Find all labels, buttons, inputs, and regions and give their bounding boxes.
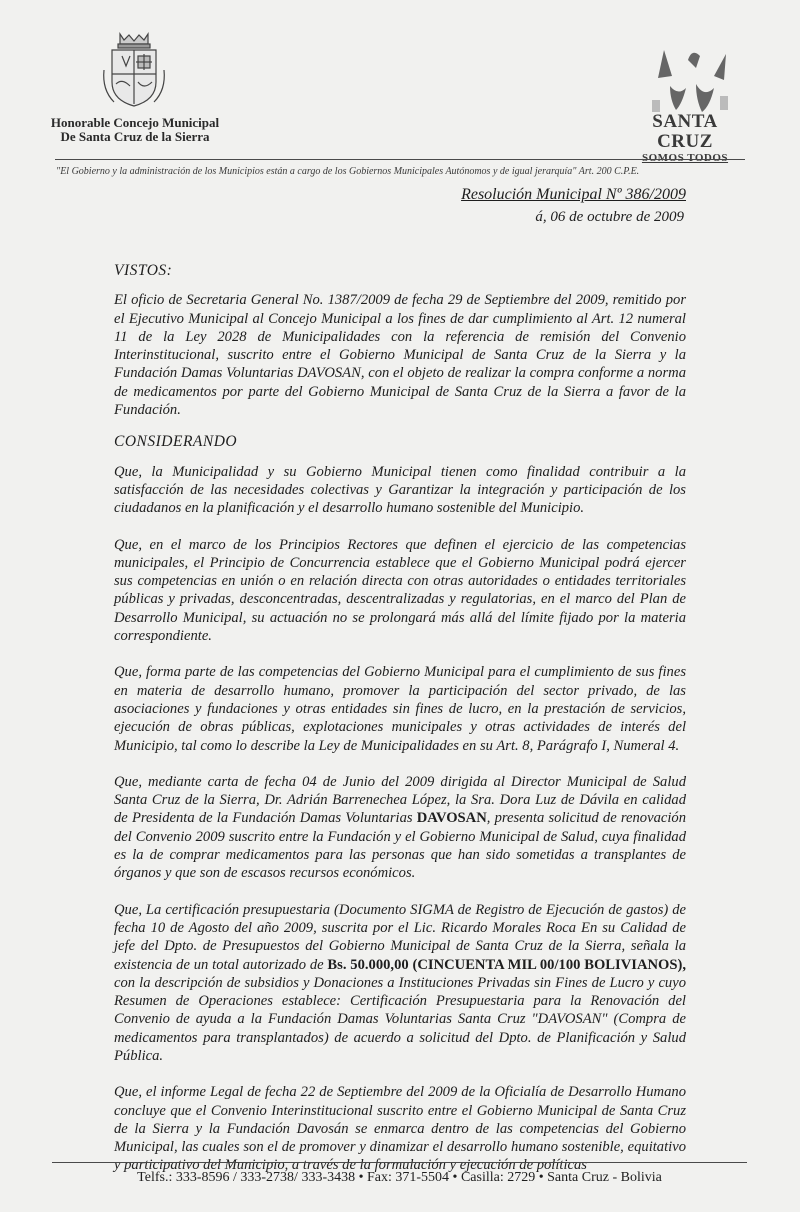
davosan-bold: DAVOSAN <box>416 810 487 827</box>
footer-contact: Telfs.: 333-8596 / 333-2738/ 333-3438 • Fax: 371-5504 • Casilla: 2729 • Santa Cruz - Bolivia <box>137 1170 662 1185</box>
considerando-heading: CONSIDERANDO <box>114 433 238 451</box>
vistos-heading: VISTOS: <box>114 262 173 279</box>
logo-name: SANTA CRUZ <box>652 111 718 152</box>
considerando-paragraph-6: Que, el informe Legal de fecha 22 de Septiembre del 2009 de la Oficialía de Desarrollo Humano concluye que el Convenio Interinstitucional suscrito entre el Gobierno Municipal de Santa Cruz de la Sierra y la Fundación Davosán se enmarca dentro de las competencias del Gobierno Municipal, las cuales son el de promover y dinamizar el desarrollo humano sostenible, equitativo y participativo del Municipio, a través de la formulación y ejecución de políticas <box>114 1084 686 1174</box>
logo-slogan: SOMOS TODOS <box>641 152 729 164</box>
council-name <box>40 116 230 144</box>
constitution-motto: "El Gobierno y la administración de los Municipios están a cargo de los Gobiernos Municipales Autónomos y de igual jerarquía" Art. 200 C.P.E. <box>56 166 640 177</box>
p5-text-after: con la descripción de subsidios y Donaciones a Instituciones Privadas sin Fines de Lucro y cuyo Resumen de Operaciones establece: Certificación Presupuestaria para la Renovación del Convenio de ayuda a la Fundación Damas Voluntarias Santa Cruz "DAVOSAN" (Compra de medicamentos para transplantados) de acuerdo a solicitud del Dpto. de Planificación y Salud Pública. <box>114 974 686 1064</box>
p4-text-before: Que, mediante carta de fecha 04 de Junio del 2009 dirigida al Director Municipal de Salud Santa Cruz de la Sierra, Dr. Adrián Barrenechea López, la Sra. Dora Luz de Dávila en calidad de Presidenta de la Fundación Damas Voluntarias <box>114 773 686 827</box>
header-divider <box>55 159 745 160</box>
considerando-paragraph-5 <box>114 901 686 1066</box>
coat-of-arms-logo <box>100 30 168 110</box>
vistos-paragraph: El oficio de Secretaria General No. 1387/2009 de fecha 29 de Septiembre del 2009, remitido por el Ejecutivo Municipal al Concejo Municipal a los fines de dar cumplimiento al Art. 12 numeral 11 de la Ley 2028 de Municipalidades con la referencia de remisión del Convenio Interinstitucional, suscrito entre el Gobierno Municipal de Santa Cruz de la Sierra y la Fundación Damas Voluntarias DAVOSAN, con el objeto de realizar la compra conforme a norma de medicamentos por parte del Gobierno Municipal de Santa Cruz de la Sierra a favor de la Fundación. <box>114 292 686 419</box>
p4-text-after: , presenta solicitud de renovación del Convenio 2009 suscrito entre la Fundación y el Gobierno Municipal de Salud, cuya finalidad es la de comprar medicamentos para las personas que han sido sometidas a transplantes de órganos y que son de escasos recursos económicos. <box>114 810 686 882</box>
considerando-paragraph-2: Que, en el marco de los Principios Rectores que definen el ejercicio de las competencias municipales, el Principio de Concurrencia establece que el Gobierno Municipal podrá ejercer sus competencias en unión o en relación directa con otras autoridades o entidades territoriales públicas y privadas, desconcentradas, descentralizadas y regulatorias, en el marco del Plan de Desarrollo Municipal, su actuación no se prolongará más allá del límite fijado por la materia correspondiente. <box>114 536 686 645</box>
amount-bold: Bs. 50.000,00 (CINCUENTA MIL 00/100 BOLIVIANOS), <box>327 956 686 973</box>
council-name-line1: Honorable Concejo Municipal <box>50 115 220 130</box>
p5-text-before: Que, La certificación presupuestaria (Documento SIGMA de Registro de Ejecución de gastos) de fecha 10 de Agosto del año 2009, suscrita por el Lic. Ricardo Morales Roca En su Calidad de jefe del Dpto. de Presupuestos del Gobierno Municipal de Santa Cruz de la Sierra, señala la existencia de un total autorizado de <box>114 901 686 973</box>
considerando-paragraph-1: Que, la Municipalidad y su Gobierno Municipal tienen como finalidad contribuir a la satisfacción de las necesidades colectivas y Garantizar la integración y participación de los ciudadanos en la planificación y el desarrollo humano sostenible del Municipio. <box>114 463 686 517</box>
resolution-title: Resolución Municipal Nº 386/2009 <box>461 186 686 203</box>
resolution-body <box>114 262 686 1189</box>
considerando-paragraph-3: Que, forma parte de las competencias del Gobierno Municipal para el cumplimiento de sus fines en materia de desarrollo humano, promover la participación del sector privado, de las asociaciones y fundaciones y otras entidades sin fines de lucro, en la prestación de servicios, ejecución de obras públicas, explotaciones municipales y otras actividades de interés del Municipio, tal como lo describe la Ley de Municipalidades en su Art. 8, Parágrafo I, Numeral 4. <box>114 664 686 754</box>
footer-divider <box>52 1162 747 1163</box>
santa-cruz-wordmark <box>632 112 738 165</box>
resolution-date: á, 06 de octubre de 2009 <box>535 209 684 225</box>
considerando-paragraph-4 <box>114 773 686 883</box>
council-name-line2: De Santa Cruz de la Sierra <box>60 129 210 144</box>
